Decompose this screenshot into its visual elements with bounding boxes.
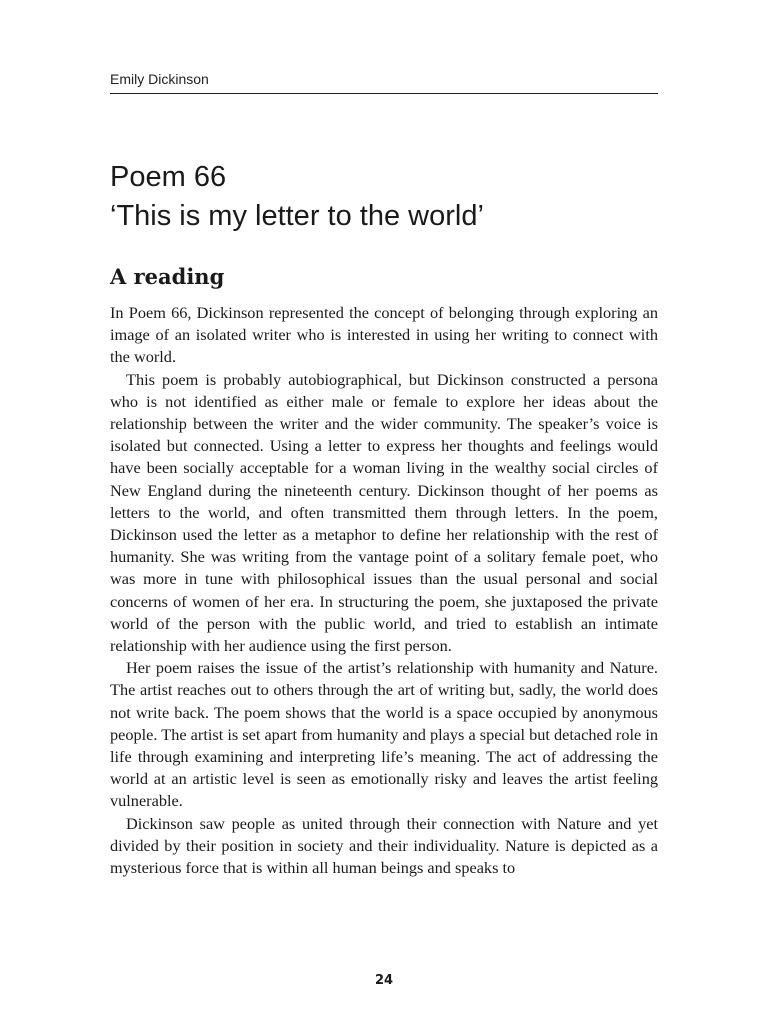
poem-number: Poem 66 [110,161,227,193]
body-text [110,302,658,879]
page-number: 24 [374,973,394,988]
paragraph-4: Dickinson saw people as united through their connection with Nature and yet divided by their position in society and their individuality. Nature is depicted as a mysterious force that is within all human beings and speaks to [110,813,658,878]
running-head: Emily Dickinson [110,70,658,94]
paragraph-1: In Poem 66, Dickinson represented the concept of belonging through exploring an image of an isolated writer who is interested in using her writing to connect with the world. [110,303,658,367]
section-heading: A reading [110,264,225,289]
paragraph-3: Her poem raises the issue of the artist’s relationship with humanity and Nature. The artist reaches out to others through the art of writing but, sadly, the world does not write back. The poem shows that the world is a space occupied by anonymous people. The artist is set apart from humanity and plays a special but detached role in life through examining and interpreting life’s meaning. The act of addressing the world at an artistic level is seen as emotionally risky and leaves the artist feeling vulnerable. [110,658,658,811]
page-title [110,158,670,236]
poem-first-line: ‘This is my letter to the world’ [110,200,484,232]
paragraph-2: This poem is probably autobiographical, but Dickinson constructed a persona who is not identified as either male or female to explore her ideas about the relationship between the writer and the wider community. The speaker’s voice is isolated but connected. Using a letter to express her thoughts and feelings would have been socially acceptable for a woman living in the wealthy social circles of New England during the nineteenth century. Dickinson thought of her poems as letters to the world, and often transmitted them through letters. In the poem, Dickinson used the letter as a metaphor to define her relationship with the rest of humanity. She was writing from the vantage point of a solitary female poet, who was more in tune with philosophical issues than the usual personal and social concerns of women of her era. In structuring the poem, she juxtaposed the private world of the person with the public world, and tried to establish an intimate relationship with her audience using the first person. [110,369,658,656]
